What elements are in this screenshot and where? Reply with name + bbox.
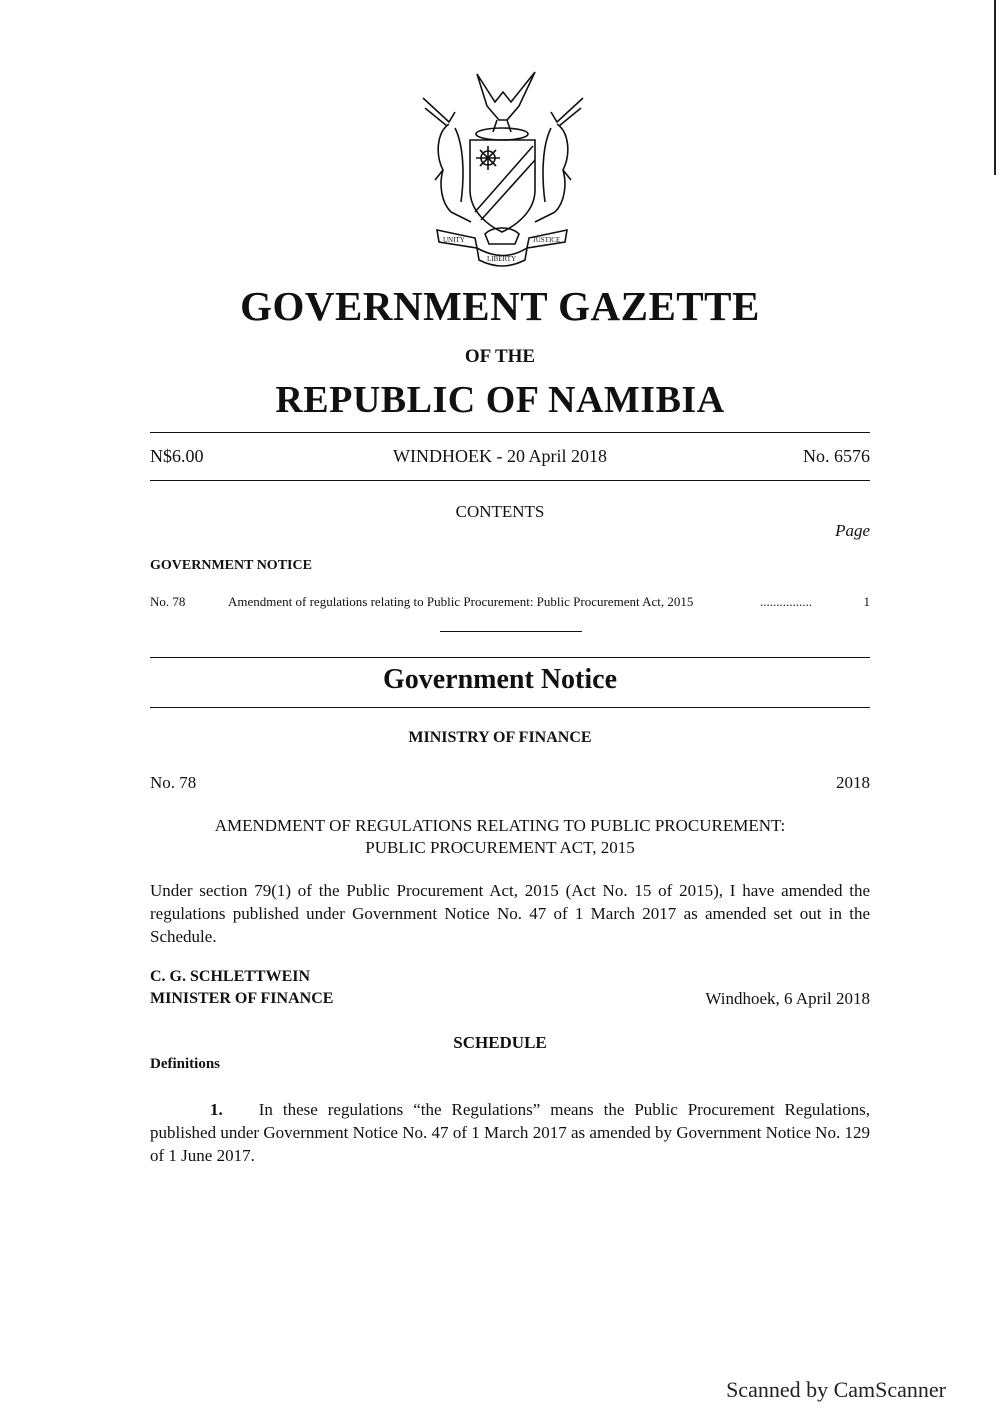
gazette-issue-number: No. 6576 <box>803 446 870 466</box>
notice-title-line-1: AMENDMENT OF REGULATIONS RELATING TO PUBLIC PROCUREMENT: <box>214 816 786 835</box>
regulation-1-number: 1. <box>210 1100 223 1119</box>
toc-item-number: No. 78 <box>150 594 186 609</box>
motto-liberty: LIBERTY <box>487 255 517 263</box>
motto-unity: UNITY <box>443 236 465 244</box>
coat-of-arms-emblem <box>415 62 590 272</box>
contents-heading: CONTENTS <box>455 502 545 521</box>
scan-edge-line <box>994 0 996 175</box>
notice-title <box>0 815 1000 859</box>
header-divider-top <box>150 432 870 433</box>
definitions-heading: Definitions <box>150 1056 221 1072</box>
regulation-1-text: In these regulations “the Regulations” means the Public Procurement Regulations, published under Government Notice No. 47 of 1 March 2017 as amended by Government Notice No. 129 of 1 June 2017. <box>150 1100 870 1165</box>
toc-item-page: 1 <box>863 594 870 609</box>
scanner-watermark: Scanned by CamScanner <box>726 1377 946 1402</box>
gazette-of-the: OF THE <box>464 346 536 367</box>
notice-divider-top <box>150 657 870 658</box>
signer-title: MINISTER OF FINANCE <box>150 990 334 1007</box>
regulation-1 <box>150 1098 870 1167</box>
signature-place-date: Windhoek, 6 April 2018 <box>705 989 870 1008</box>
notice-ministry: MINISTRY OF FINANCE <box>408 729 592 746</box>
motto-justice: JUSTICE <box>533 236 561 244</box>
contents-page-label: Page <box>835 521 870 540</box>
header-divider-bottom <box>150 480 870 481</box>
notice-title-line-2: PUBLIC PROCUREMENT ACT, 2015 <box>365 838 635 857</box>
signature-block <box>150 966 333 1010</box>
toc-item-leader-dots: ................ <box>760 594 812 609</box>
notice-heading: Government Notice <box>382 664 618 695</box>
notice-intro-paragraph: Under section 79(1) of the Public Procurement Act, 2015 (Act No. 15 of 2015), I have amended the regulations published under Government Notice No. 47 of 1 March 2017 as amended set out in the Schedule. <box>150 881 870 946</box>
notice-divider-bottom <box>150 707 870 708</box>
contents-end-rule <box>440 631 582 632</box>
schedule-heading: SCHEDULE <box>453 1033 547 1052</box>
signer-name: C. G. SCHLETTWEIN <box>150 968 311 985</box>
gazette-country: REPUBLIC OF NAMIBIA <box>275 379 725 421</box>
gazette-price: N$6.00 <box>150 446 204 466</box>
toc-item-title[interactable]: Amendment of regulations relating to Public Procurement: Public Procurement Act, 2015 <box>228 594 694 609</box>
gazette-dateline: WINDHOEK - 20 April 2018 <box>393 446 607 466</box>
notice-year: 2018 <box>836 773 870 792</box>
notice-number: No. 78 <box>150 773 197 792</box>
gazette-title: GOVERNMENT GAZETTE <box>240 283 760 329</box>
contents-section-heading: GOVERNMENT NOTICE <box>150 558 312 573</box>
